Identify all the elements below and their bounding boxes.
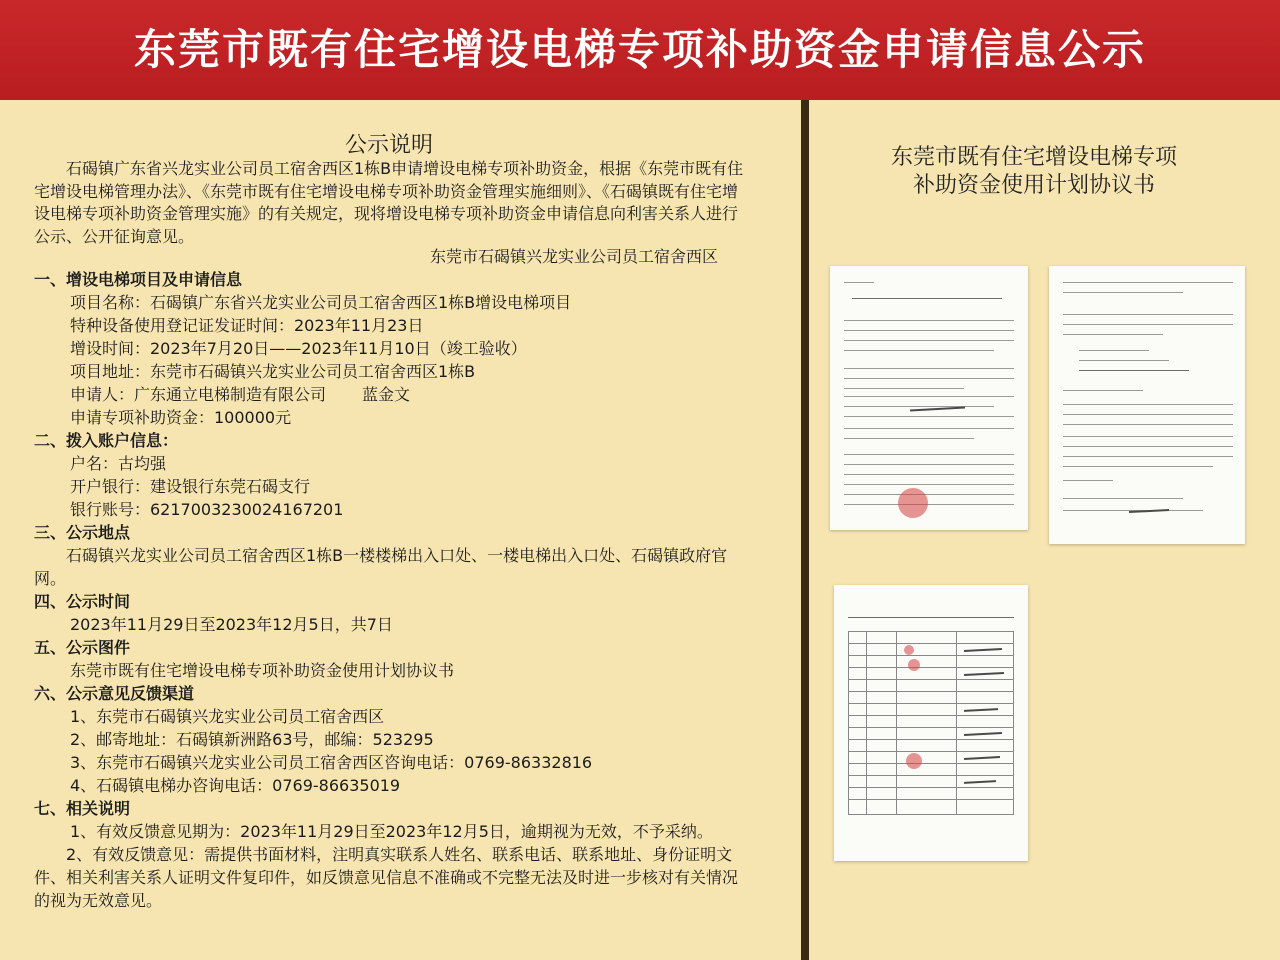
attachment-name: 东莞市既有住宅增设电梯专项补助资金使用计划协议书 — [70, 661, 455, 680]
applicant: 申请人：广东通立电梯制造有限公司 — [70, 385, 327, 404]
page-title: 东莞市既有住宅增设电梯专项补助资金申请信息公示 — [133, 25, 1146, 74]
section-heading-attachment: 五、公示图件 — [34, 638, 131, 657]
feedback-channel: 1、东莞市石碣镇兴龙实业公司员工宿舍西区 — [70, 707, 385, 726]
feedback-channel: 4、石碣镇电梯办咨询电话：0769-86635019 — [70, 776, 401, 795]
notice-title: 公示说明 — [344, 133, 433, 158]
section-heading-project: 一、增设电梯项目及申请信息 — [34, 270, 243, 289]
notice-signature: 东莞市石碣镇兴龙实业公司员工宿舍西区 — [430, 247, 719, 266]
section-heading-account: 二、拨入账户信息： — [34, 431, 179, 450]
feedback-channel: 2、邮寄地址：石碣镇新洲路63号，邮编：523295 — [70, 730, 434, 749]
applicant-person: 蓝金文 — [362, 385, 411, 404]
note-item: 1、有效反馈意见期为：2023年11月29日至2023年12月5日，逾期视为无效，不予采纳。 — [70, 822, 713, 841]
notice-panel — [34, 118, 754, 948]
account-number: 银行账号：6217003230024167201 — [70, 500, 344, 519]
column-divider — [801, 100, 809, 960]
account-bank: 开户银行：建设银行东莞石碣支行 — [70, 477, 311, 496]
install-time: 增设时间：2023年7月20日——2023年11月10日（竣工验收） — [70, 339, 527, 358]
feedback-channel: 3、东莞市石碣镇兴龙实业公司员工宿舍西区咨询电话：0769-86332816 — [70, 753, 593, 772]
section-heading-time: 四、公示时间 — [34, 592, 131, 611]
header-banner — [0, 0, 1280, 100]
notice-period: 2023年11月29日至2023年12月5日，共7日 — [70, 615, 393, 634]
section-heading-feedback: 六、公示意见反馈渠道 — [34, 684, 195, 703]
attachment-title-line: 东莞市既有住宅增设电梯专项 — [890, 145, 1177, 170]
agreement-page-2 — [1049, 266, 1245, 544]
notice-location: 石碣镇兴龙实业公司员工宿舍西区1栋B一楼楼梯出入口处、一楼电梯出入口处、石碣镇政府官网。 — [34, 546, 728, 588]
attachment-title-line: 补助资金使用计划协议书 — [912, 173, 1155, 198]
agreement-page-1 — [830, 266, 1028, 530]
notice-intro: 石碣镇广东省兴龙实业公司员工宿舍西区1栋B申请增设电梯专项补助资金，根据《东莞市既有住宅增设电梯管理办法》、《东莞市既有住宅增设电梯专项补助资金管理实施细则》、《石碣镇既有住宅增设电梯专项补助资金管理实施》的有关规定，现将增设电梯专项补助资金申请信息向利害关系人进行公示、公开征询意见。 — [34, 159, 744, 246]
account-holder: 户名：古均强 — [70, 454, 167, 473]
attachment-title — [836, 144, 1232, 200]
applicant-row — [34, 383, 746, 406]
note-item: 2、有效反馈意见：需提供书面材料，注明真实联系人姓名、联系电话、联系地址、身份证明文件、相关利害关系人证明文件复印件，如反馈意见信息不准确或不完整无法及时进一步核对有关情况的视为无效意见。 — [34, 845, 739, 910]
section-heading-location: 三、公示地点 — [34, 523, 131, 542]
section-heading-notes: 七、相关说明 — [34, 799, 131, 818]
notice-body — [34, 268, 746, 912]
cert-time: 特种设备使用登记证发证时间：2023年11月23日 — [70, 316, 424, 335]
project-name: 项目名称：石碣镇广东省兴龙实业公司员工宿舍西区1栋B增设电梯项目 — [70, 293, 572, 312]
project-address: 项目地址：东莞市石碣镇兴龙实业公司员工宿舍西区1栋B — [70, 362, 476, 381]
subsidy-amount: 申请专项补助资金：100000元 — [70, 408, 292, 427]
agreement-page-3 — [834, 585, 1028, 861]
